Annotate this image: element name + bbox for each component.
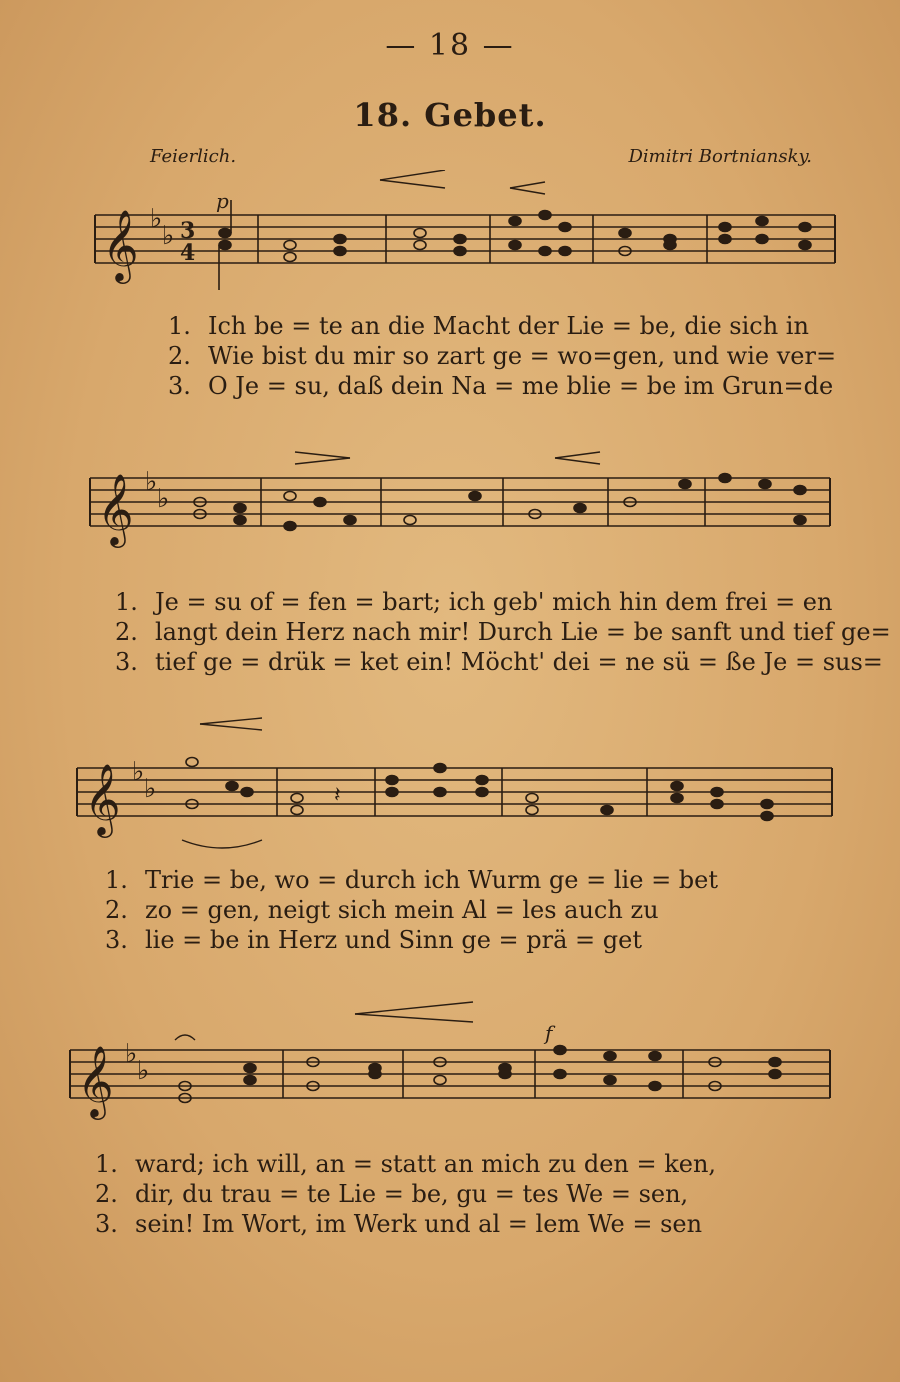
lyrics-verse-2	[168, 342, 836, 370]
lyrics-verse-2	[115, 618, 891, 646]
lyric-text: zo = gen, neigt sich mein Al = les auch zu	[145, 896, 659, 924]
treble-clef-icon: 𝄞	[77, 1044, 114, 1117]
lyrics-verse-1	[115, 588, 832, 616]
staff-2	[85, 440, 845, 580]
verse-number: 1.	[115, 588, 138, 616]
hymn-title: 18. Gebet.	[353, 96, 547, 134]
lyrics-verse-2	[95, 1180, 688, 1208]
lyric-text: Je = su of = fen = bart; ich geb' mich hin dem frei = en	[155, 588, 833, 616]
flat-icon: ♭	[145, 467, 158, 497]
verse-number: 2.	[115, 618, 138, 646]
verse-number: 3.	[115, 648, 138, 676]
staff-1	[90, 170, 850, 310]
page-number: — 18 —	[385, 28, 515, 63]
flat-icon: ♭	[157, 484, 170, 514]
flat-icon: ♭	[132, 757, 145, 787]
treble-clef-icon: 𝄞	[84, 762, 121, 835]
time-signature-bottom: 4	[180, 240, 196, 266]
flat-icon: ♭	[137, 1056, 150, 1086]
lyrics-verse-3	[168, 372, 833, 400]
verse-number: 1.	[168, 312, 191, 340]
lyrics-verse-1	[95, 1150, 716, 1178]
lyric-text: sein! Im Wort, im Werk und al = lem We = sen	[135, 1210, 703, 1238]
lyric-text: dir, du trau = te Lie = be, gu = tes We = sen,	[135, 1180, 689, 1208]
flat-icon: ♭	[144, 774, 157, 804]
rest-icon: 𝄽	[334, 783, 341, 808]
flat-icon: ♭	[125, 1039, 138, 1069]
flat-icon: ♭	[162, 221, 175, 251]
time-signature-top: 3	[180, 218, 196, 244]
lyrics-verse-1	[105, 866, 718, 894]
verse-number: 1.	[105, 866, 128, 894]
lyrics-verse-2	[105, 896, 659, 924]
verse-number: 2.	[95, 1180, 118, 1208]
lyrics-verse-3	[95, 1210, 702, 1238]
lyrics-verse-1	[168, 312, 809, 340]
verse-number: 2.	[168, 342, 191, 370]
verse-number: 2.	[105, 896, 128, 924]
lyric-text: langt dein Herz nach mir! Durch Lie = be sanft und tief ge=	[155, 618, 891, 646]
tempo-marking: Feierlich.	[150, 146, 237, 167]
verse-number: 1.	[95, 1150, 118, 1178]
dynamic-forte: f	[545, 1021, 553, 1045]
lyric-text: tief ge = drük = ket ein! Möcht' dei = ne sü = ße Je = sus=	[155, 648, 883, 676]
lyric-text: Trie = be, wo = durch ich Wurm ge = lie = bet	[145, 866, 719, 894]
treble-clef-icon: 𝄞	[97, 472, 134, 545]
lyric-text: Wie bist du mir so zart ge = wo=gen, und wie ver=	[208, 342, 837, 370]
flat-icon: ♭	[150, 204, 163, 234]
staff-4	[65, 990, 840, 1140]
lyric-text: lie = be in Herz und Sinn ge = prä = get	[145, 926, 642, 954]
staff-3	[72, 712, 842, 862]
verse-number: 3.	[168, 372, 191, 400]
lyric-text: Ich be = te an die Macht der Lie = be, die sich in	[208, 312, 809, 340]
lyric-text: ward; ich will, an = statt an mich zu den = ken,	[135, 1150, 717, 1178]
lyric-text: O Je = su, daß dein Na = me blie = be im Grun=de	[208, 372, 834, 400]
verse-number: 3.	[95, 1210, 118, 1238]
dynamic-piano: p	[216, 189, 229, 213]
treble-clef-icon: 𝄞	[102, 208, 139, 281]
verse-number: 3.	[105, 926, 128, 954]
lyrics-verse-3	[115, 648, 883, 676]
lyrics-verse-3	[105, 926, 642, 954]
composer-credit: Dimitri Bortniansky.	[628, 146, 812, 167]
